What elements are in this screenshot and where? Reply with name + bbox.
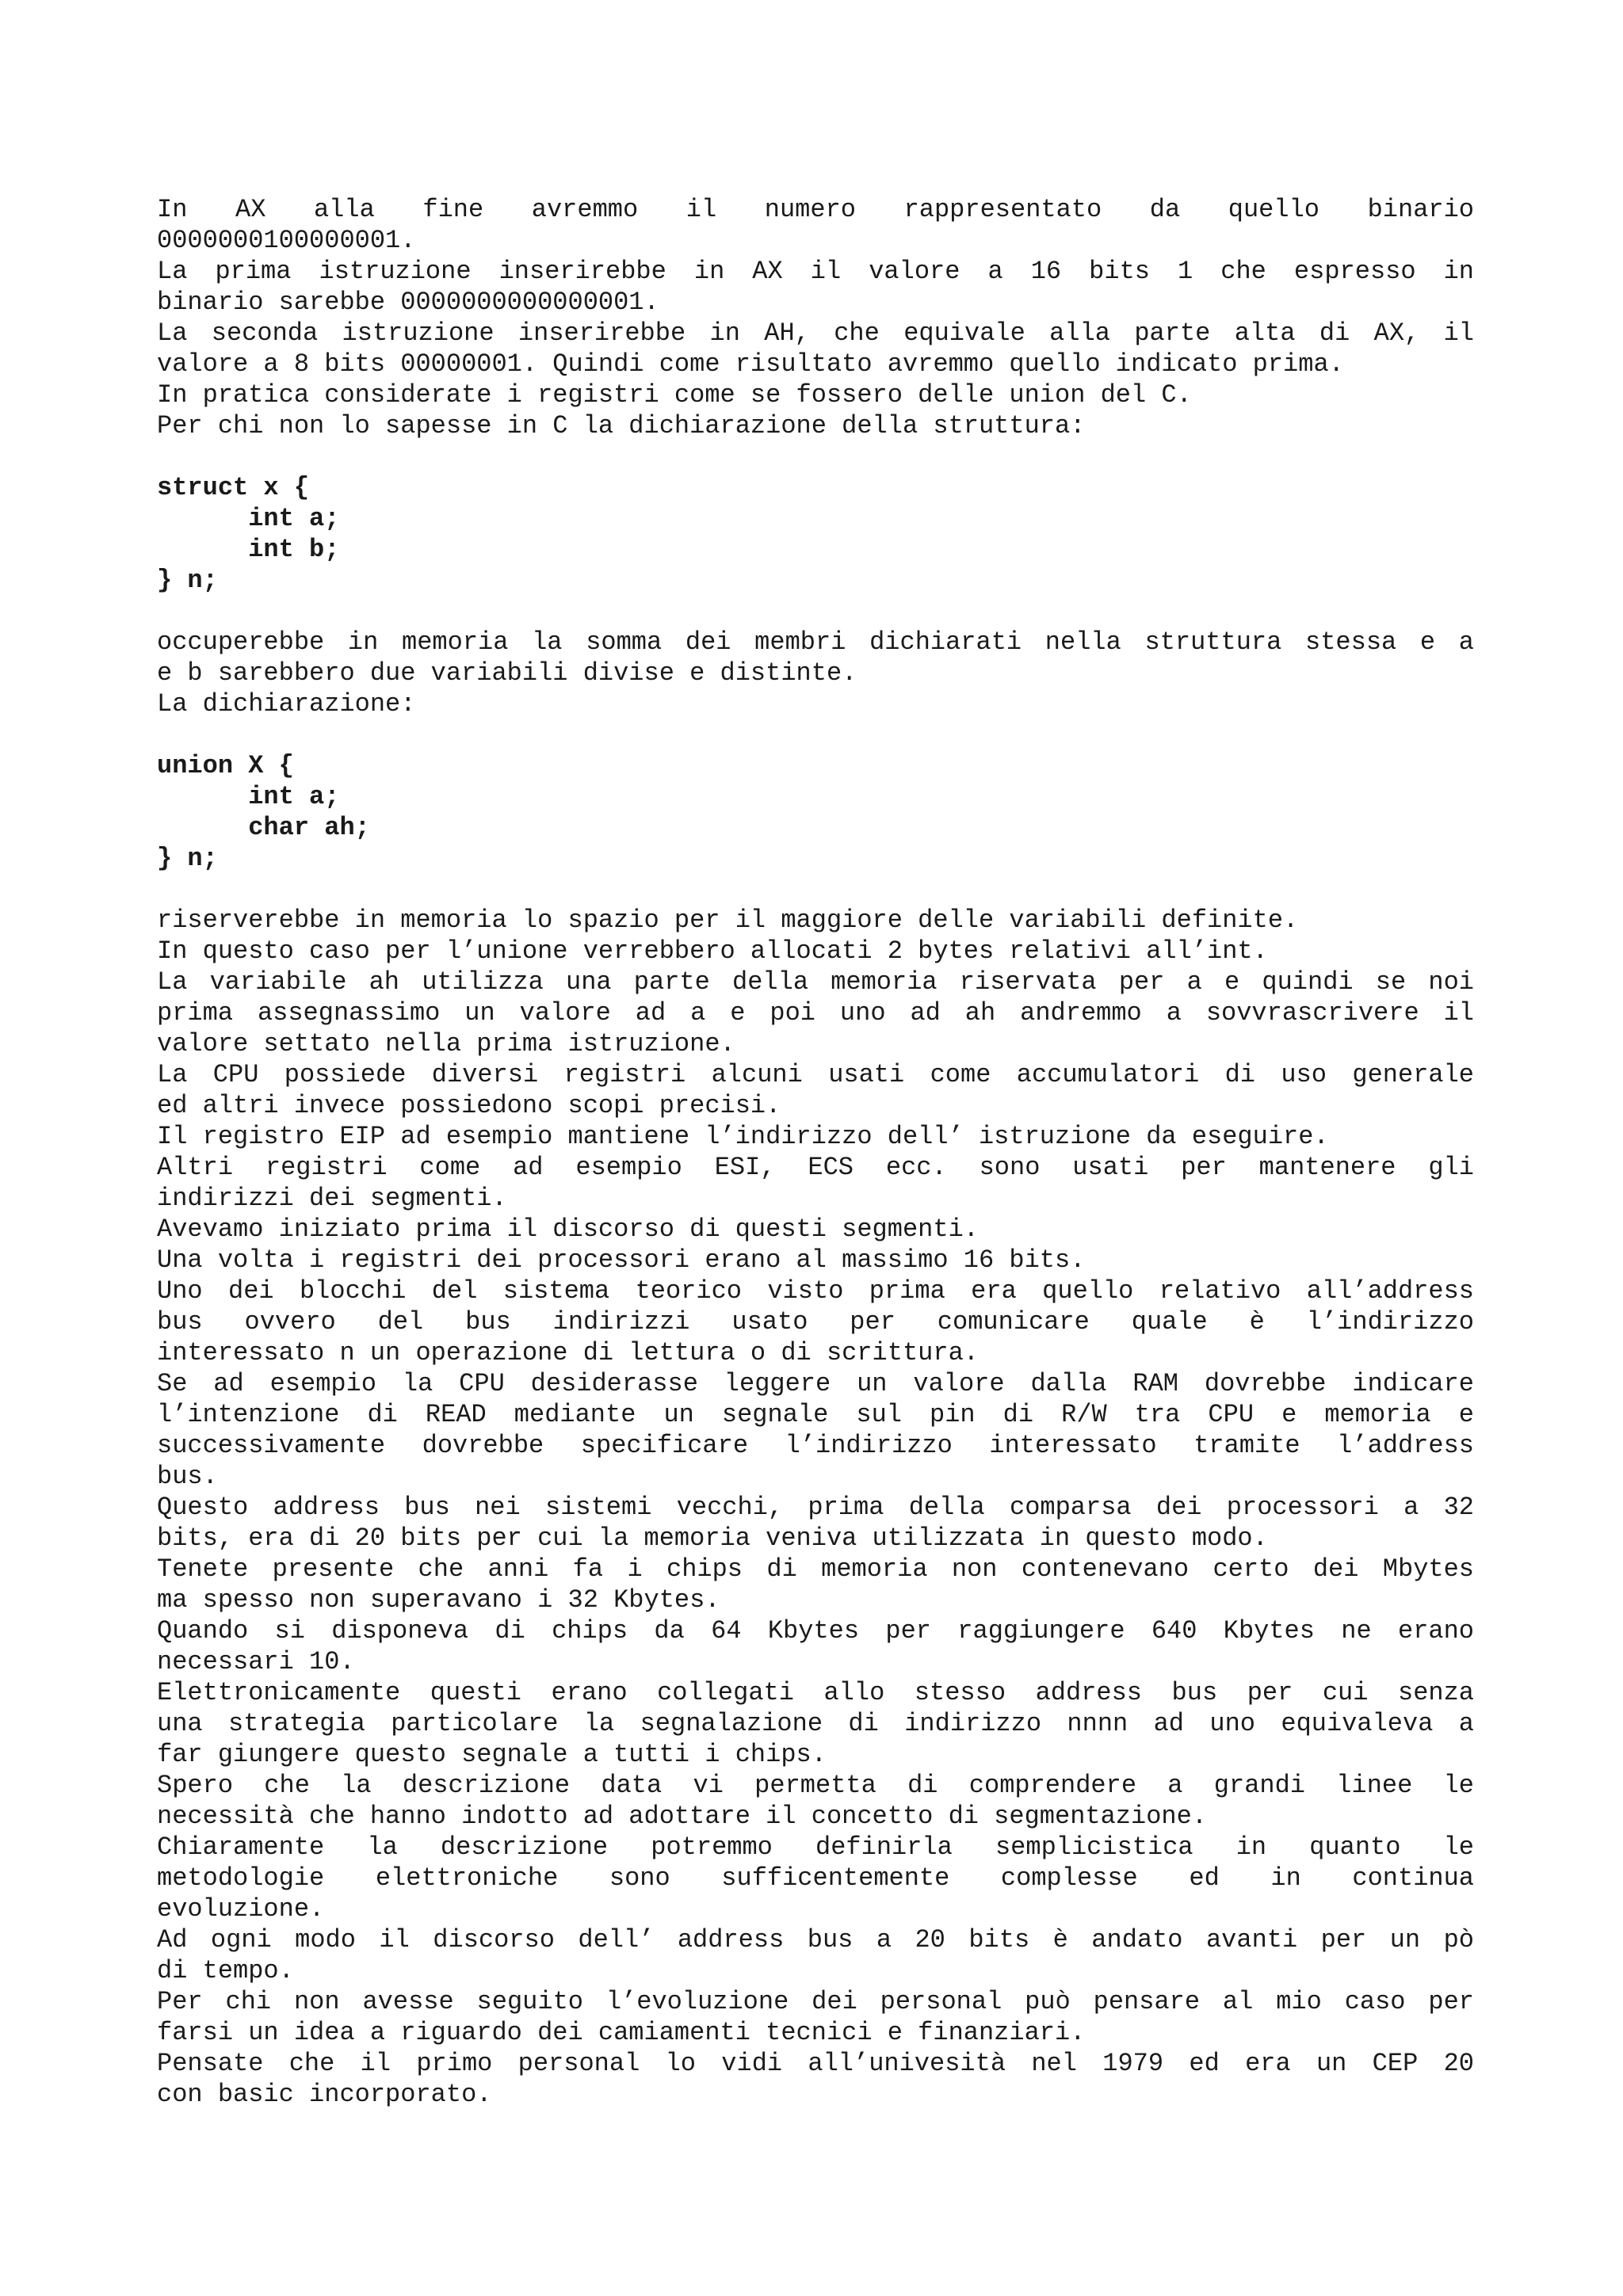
text-line: 0000000100000001.	[157, 226, 416, 255]
text-line: ed altri invece possiedono scopi precisi.	[157, 1091, 781, 1120]
text-line: bus.	[157, 1462, 218, 1491]
text-line: con basic incorporato.	[157, 2080, 492, 2109]
text-line: Ad ogni modo il discorso dell’ address bus a 20 bits è andato avanti per un pò	[157, 1925, 1474, 1955]
text-line: Elettronicamente questi erano collegati allo stesso address bus per cui senza	[157, 1678, 1474, 1707]
blank-line	[157, 719, 1474, 750]
blank-line	[157, 441, 1474, 472]
text-line: Spero che la descrizione data vi permetta di comprendere a grandi linee le	[157, 1771, 1474, 1800]
text-line: riserverebbe in memoria lo spazio per il maggiore delle variabili definite.	[157, 906, 1299, 935]
text-line: binario sarebbe 0000000000000001.	[157, 288, 659, 317]
text-line: La prima istruzione inserirebbe in AX il valore a 16 bits 1 che espresso in	[157, 257, 1474, 286]
code-line: char ah;	[157, 813, 370, 842]
text-line: Per chi non avesse seguito l’evoluzione dei personal può pensare al mio caso per	[157, 1987, 1474, 2016]
text-line: Chiaramente la descrizione potremmo definirla semplicistica in quanto le	[157, 1833, 1474, 1862]
text-line: farsi un idea a riguardo dei camiamenti tecnici e finanziari.	[157, 2018, 1086, 2047]
text-line: Tenete presente che anni fa i chips di memoria non contenevano certo dei Mbytes	[157, 1554, 1474, 1584]
text-line: In AX alla fine avremmo il numero rappresentato da quello binario	[157, 195, 1474, 224]
code-line: } n;	[157, 844, 218, 873]
code-line: union X {	[157, 751, 294, 780]
text-line: necessità che hanno indotto ad adottare il concetto di segmentazione.	[157, 1802, 1208, 1831]
text-line: La variabile ah utilizza una parte della memoria riservata per a e quindi se noi	[157, 967, 1474, 997]
text-line: Per chi non lo sapesse in C la dichiarazione della struttura:	[157, 411, 1086, 441]
text-line: In questo caso per l’unione verrebbero allocati 2 bytes relativi all’int.	[157, 936, 1268, 966]
text-line: Pensate che il primo personal lo vidi all’univesità nel 1979 ed era un CEP 20	[157, 2049, 1474, 2078]
code-line: int a;	[157, 782, 340, 811]
blank-line	[157, 596, 1474, 627]
text-line: Una volta i registri dei processori erano al massimo 16 bits.	[157, 1245, 1086, 1275]
text-line: La seconda istruzione inserirebbe in AH, che equivale alla parte alta di AX, il	[157, 318, 1474, 348]
blank-line	[157, 874, 1474, 905]
text-line: di tempo.	[157, 1956, 294, 1985]
text-line: evoluzione.	[157, 1894, 325, 1924]
code-line: } n;	[157, 566, 218, 595]
text-line: metodologie elettroniche sono sufficentemente complesse ed in continua	[157, 1863, 1474, 1893]
text-line: Quando si disponeva di chips da 64 Kbytes per raggiungere 640 Kbytes ne erano	[157, 1616, 1474, 1646]
text-line: occuperebbe in memoria la somma dei membri dichiarati nella struttura stessa e a	[157, 627, 1474, 657]
text-line: bits, era di 20 bits per cui la memoria veniva utilizzata in questo modo.	[157, 1524, 1268, 1553]
text-line: successivamente dovrebbe specificare l’indirizzo interessato tramite l’address	[157, 1431, 1474, 1460]
text-line: In pratica considerate i registri come se fossero delle union del C.	[157, 380, 1192, 410]
text-line: indirizzi dei segmenti.	[157, 1184, 507, 1213]
text-line: valore settato nella prima istruzione.	[157, 1029, 735, 1058]
code-line: int b;	[157, 535, 340, 564]
text-line: interessato n un operazione di lettura o di scrittura.	[157, 1338, 979, 1367]
text-line: Questo address bus nei sistemi vecchi, prima della comparsa dei processori a 32	[157, 1493, 1474, 1522]
text-line: Il registro EIP ad esempio mantiene l’indirizzo dell’ istruzione da eseguire.	[157, 1122, 1329, 1151]
text-line: l’intenzione di READ mediante un segnale sul pin di R/W tra CPU e memoria e	[157, 1400, 1474, 1429]
code-line: int a;	[157, 504, 340, 533]
text-line: Se ad esempio la CPU desiderasse leggere un valore dalla RAM dovrebbe indicare	[157, 1369, 1474, 1398]
text-line: ma spesso non superavano i 32 Kbytes.	[157, 1585, 720, 1615]
text-line: far giungere questo segnale a tutti i chips.	[157, 1740, 827, 1769]
text-line: La dichiarazione:	[157, 689, 416, 719]
text-line: e b sarebbero due variabili divise e distinte.	[157, 658, 857, 688]
text-line: Altri registri come ad esempio ESI, ECS ecc. sono usati per mantenere gli	[157, 1153, 1474, 1182]
text-line: Avevamo iniziato prima il discorso di questi segmenti.	[157, 1215, 979, 1244]
text-line: La CPU possiede diversi registri alcuni usati come accumulatori di uso generale	[157, 1060, 1474, 1089]
text-line: Uno dei blocchi del sistema teorico visto prima era quello relativo all’address	[157, 1276, 1474, 1306]
text-line: prima assegnassimo un valore ad a e poi uno ad ah andremmo a sovvrascrivere il	[157, 998, 1474, 1028]
text-line: necessari 10.	[157, 1647, 355, 1676]
text-line: valore a 8 bits 00000001. Quindi come risultato avremmo quello indicato prima.	[157, 349, 1344, 379]
text-line: bus ovvero del bus indirizzi usato per comunicare quale è l’indirizzo	[157, 1307, 1474, 1337]
text-line: una strategia particolare la segnalazione di indirizzo nnnn ad uno equivaleva a	[157, 1709, 1474, 1738]
code-line: struct x {	[157, 473, 310, 502]
document-page	[157, 194, 1474, 2110]
